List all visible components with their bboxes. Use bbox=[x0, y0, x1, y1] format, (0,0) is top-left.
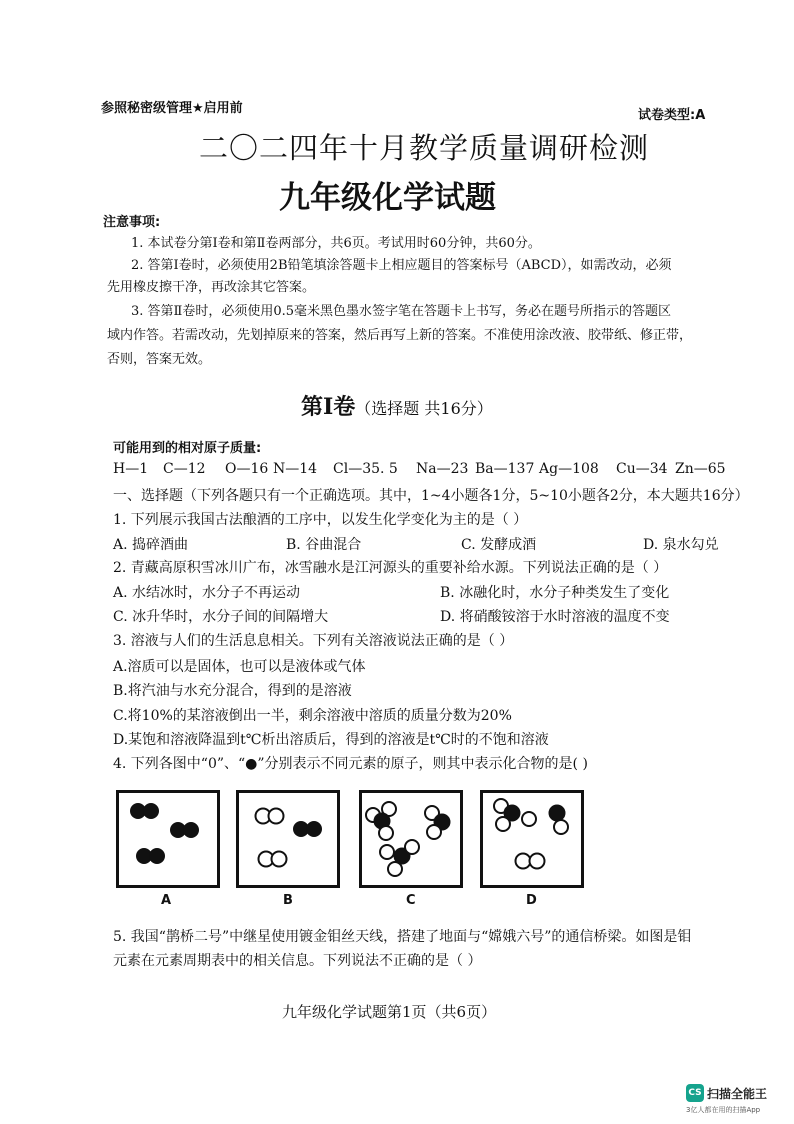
section-title-sub: （选择题 共16分） bbox=[355, 399, 493, 418]
molecule-d1 bbox=[494, 799, 520, 831]
note-2-line-2: 先用橡皮擦干净，再改涂其它答案。 bbox=[107, 280, 316, 295]
molecule-b1 bbox=[256, 809, 284, 824]
section-title-main: 第Ⅰ卷 bbox=[301, 394, 356, 420]
atomic-mass-heading: 可能用到的相对原子质量: bbox=[113, 441, 262, 456]
molecule-b3 bbox=[259, 852, 287, 867]
note-3-line-1: 3. 答第Ⅱ卷时，必须使用0.5毫米黑色墨水签字笔在答题卡上书写，务必在题号所指示的答题区 bbox=[131, 304, 672, 319]
exam-title: 二〇二四年十月教学质量调研检测 bbox=[199, 131, 650, 165]
atomic-mass-cu: Cu—34 bbox=[616, 461, 668, 477]
molecule-d2 bbox=[550, 806, 569, 835]
page-footer: 九年级化学试题第1页（共6页） bbox=[282, 1003, 497, 1021]
q3-option-a: A.溶质可以是固体，也可以是液体或气体 bbox=[113, 659, 366, 675]
q1-stem: 1. 下列展示我国古法酿酒的工序中，以发生化学变化为主的是（ ） bbox=[113, 512, 528, 528]
q3-option-d: D.某饱和溶液降温到t℃析出溶质后，得到的溶液是t℃时的不饱和溶液 bbox=[113, 732, 549, 748]
molecule-d3 bbox=[522, 812, 536, 826]
atomic-mass-ag: Ag—108 bbox=[539, 461, 599, 477]
notes-heading: 注意事项: bbox=[103, 215, 161, 230]
figure-d-label: D bbox=[526, 893, 537, 908]
molecule-b2 bbox=[293, 821, 322, 837]
q1-option-c: C. 发酵成酒 bbox=[461, 537, 537, 553]
molecule-d4 bbox=[516, 854, 545, 869]
note-3-line-2: 域内作答。若需改动，先划掉原来的答案，然后再写上新的答案。不准使用涂改液、胶带纸、修正带， bbox=[107, 328, 693, 343]
atomic-mass-zn: Zn—65 bbox=[675, 461, 726, 477]
figure-c-label: C bbox=[406, 893, 416, 908]
figure-d-box bbox=[480, 790, 584, 888]
figure-b-molecules bbox=[239, 793, 337, 885]
molecule-c2 bbox=[425, 806, 450, 839]
figure-c-box bbox=[359, 790, 463, 888]
q3-option-b: B.将汽油与水充分混合，得到的是溶液 bbox=[113, 683, 352, 699]
figure-a-molecules bbox=[119, 793, 217, 885]
part1-heading: 一、选择题（下列各题只有一个正确选项。其中，1~4小题各1分，5~10小题各2分，本大题共16分） bbox=[113, 488, 749, 504]
scanner-tagline: 3亿人都在用的扫描App bbox=[686, 1106, 761, 1114]
atomic-mass-ba: Ba—137 bbox=[475, 461, 535, 477]
note-3-line-3: 否则，答案无效。 bbox=[107, 352, 212, 367]
q1-option-d: D. 泉水勾兑 bbox=[643, 537, 719, 553]
section-title bbox=[301, 390, 493, 421]
q4-stem: 4. 下列各图中“0”、“●”分别表示不同元素的原子，则其中表示化合物的是( ) bbox=[113, 756, 588, 772]
atomic-mass-cl: Cl—35. 5 bbox=[333, 461, 398, 477]
molecule-a2 bbox=[170, 822, 199, 838]
q5-line-2: 元素在元素周期表中的相关信息。下列说法不正确的是（ ） bbox=[113, 953, 482, 969]
q3-stem: 3. 溶液与人们的生活息息相关。下列有关溶液说法正确的是（ ） bbox=[113, 633, 514, 649]
atomic-mass-na: Na—23 bbox=[416, 461, 469, 477]
q1-option-b: B. 谷曲混合 bbox=[286, 537, 362, 553]
molecule-c3 bbox=[380, 840, 419, 876]
scanner-brand: 扫描全能王 bbox=[707, 1087, 768, 1101]
q2-stem: 2. 青藏高原积雪冰川广布，冰雪融水是江河源头的重要补给水源。下列说法正确的是（ ） bbox=[113, 560, 668, 576]
atomic-mass-h: H—1 bbox=[113, 461, 149, 477]
atomic-mass-o: O—16 bbox=[225, 461, 269, 477]
q1-option-a: A. 捣碎酒曲 bbox=[113, 537, 189, 553]
note-1: 1. 本试卷分第Ⅰ卷和第Ⅱ卷两部分，共6页。考试用时60分钟，共60分。 bbox=[131, 236, 541, 251]
subject-title: 九年级化学试题 bbox=[279, 180, 496, 216]
molecule-a1 bbox=[130, 803, 159, 819]
figure-a-box bbox=[116, 790, 220, 888]
q2-option-d: D. 将硝酸铵溶于水时溶液的温度不变 bbox=[440, 609, 670, 625]
q2-option-b: B. 冰融化时，水分子种类发生了变化 bbox=[440, 585, 670, 601]
note-2-line-1: 2. 答第Ⅰ卷时，必须使用2B铅笔填涂答题卡上相应题目的答案标号（ABCD），如需改动，必须 bbox=[131, 258, 672, 273]
atomic-mass-n: N—14 bbox=[273, 461, 318, 477]
scanner-logo-icon: CS bbox=[686, 1084, 704, 1102]
q2-option-c: C. 冰升华时，水分子间的间隔增大 bbox=[113, 609, 329, 625]
secrecy-label: 参照秘密级管理★启用前 bbox=[101, 101, 243, 116]
q2-option-a: A. 水结冰时，水分子不再运动 bbox=[113, 585, 301, 601]
figure-a-label: A bbox=[161, 893, 172, 908]
figure-c-molecules bbox=[362, 793, 460, 885]
molecule-a3 bbox=[136, 848, 165, 864]
molecule-c1 bbox=[366, 802, 396, 840]
figure-d-molecules bbox=[483, 793, 581, 885]
q5-line-1: 5. 我国“鹊桥二号”中继星使用镀金钼丝天线，搭建了地面与“嫦娥六号”的通信桥梁。如图是钼 bbox=[113, 929, 692, 945]
figure-b-label: B bbox=[283, 893, 293, 908]
paper-type-label: 试卷类型:A bbox=[638, 108, 706, 123]
figure-b-box bbox=[236, 790, 340, 888]
atomic-mass-c: C—12 bbox=[163, 461, 206, 477]
q3-option-c: C.将10%的某溶液倒出一半，剩余溶液中溶质的质量分数为20% bbox=[113, 708, 512, 724]
